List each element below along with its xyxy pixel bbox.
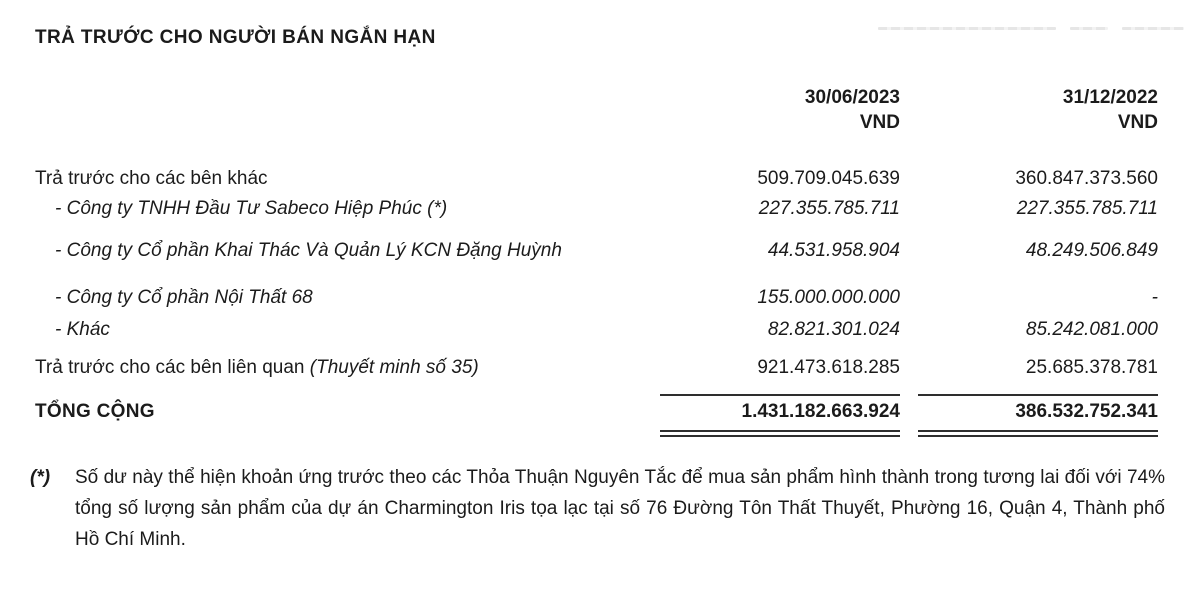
subtotal-rule-prior: [918, 394, 1158, 396]
statement-page: [0, 27, 1200, 594]
total-value-prior: 386.532.752.341: [1015, 401, 1158, 422]
row-label: - Khác: [55, 319, 110, 340]
cropped-text-fragment: [1070, 27, 1108, 30]
row-value-current: 509.709.045.639: [757, 168, 900, 189]
column-unit: VND: [1117, 112, 1158, 133]
cropped-text-fragment: [878, 27, 1056, 30]
row-label: - Công ty Cổ phần Khai Thác Và Quản Lý KCN Đặng Huỳnh: [55, 240, 562, 261]
subtotal-rule-current: [660, 394, 900, 396]
row-value-prior: -: [1151, 287, 1158, 308]
table-row: [0, 355, 1200, 381]
row-value-current: 155.000.000.000: [757, 287, 900, 308]
row-value-current: 227.355.785.711: [758, 198, 900, 219]
row-label: [35, 355, 642, 381]
row-value-prior: 360.847.373.560: [1015, 168, 1158, 189]
row-label: Trả trước cho các bên khác: [35, 168, 268, 189]
total-row: [0, 399, 1200, 425]
column-header-current-period: [660, 85, 900, 135]
footnote-marker: (*): [30, 467, 51, 488]
row-label-text: Trả trước cho các bên liên quan: [35, 357, 305, 378]
row-value-prior: 48.249.506.849: [1025, 240, 1158, 261]
table-row: [0, 166, 1200, 192]
table-header-row: [0, 85, 1200, 135]
table-row: [0, 285, 1200, 311]
column-date: 31/12/2022: [1062, 87, 1158, 108]
cropped-text-fragment: [1122, 27, 1184, 30]
total-value-current: 1.431.182.663.924: [741, 401, 900, 422]
row-label-note: (Thuyết minh số 35): [309, 357, 479, 378]
row-value-prior: 227.355.785.711: [1016, 198, 1158, 219]
footnote-text: Số dư này thể hiện khoản ứng trước theo các Thỏa Thuận Nguyên Tắc để mua sản phẩm hình thành trong tương lai đối với 74% tổng số lượng sản phẩm của dự án Charmington Iris tọa lạc tại số 76 Đường Tôn Thất Thuyết, Phường 16, Quận 4, Thành phố Hồ Chí Minh.: [75, 467, 1165, 550]
row-value-current: 921.473.618.285: [757, 357, 900, 378]
row-label: - Công ty Cổ phần Nội Thất 68: [55, 287, 313, 308]
column-header-prior-period: [918, 85, 1158, 135]
row-value-current: 44.531.958.904: [767, 240, 900, 261]
column-date: 30/06/2023: [804, 87, 900, 108]
row-value-prior: 85.242.081.000: [1025, 319, 1158, 340]
subtotal-rule-row: [0, 394, 1200, 396]
row-label: - Công ty TNHH Đầu Tư Sabeco Hiệp Phúc (*): [55, 198, 448, 219]
total-double-rule-row: [0, 430, 1200, 437]
table-row: [0, 196, 1200, 222]
total-double-rule-prior: [918, 430, 1158, 437]
row-value-prior: 25.685.378.781: [1025, 357, 1158, 378]
column-unit: VND: [859, 112, 900, 133]
table-row: [0, 317, 1200, 343]
total-label: TỔNG CỘNG: [35, 401, 155, 422]
table-row: [0, 238, 1200, 264]
row-value-current: 82.821.301.024: [767, 319, 900, 340]
total-double-rule-current: [660, 430, 900, 437]
section-title: TRẢ TRƯỚC CHO NGƯỜI BÁN NGẮN HẠN: [35, 27, 436, 48]
cropped-text-artifact: [878, 27, 1190, 31]
footnote: [30, 462, 1165, 555]
